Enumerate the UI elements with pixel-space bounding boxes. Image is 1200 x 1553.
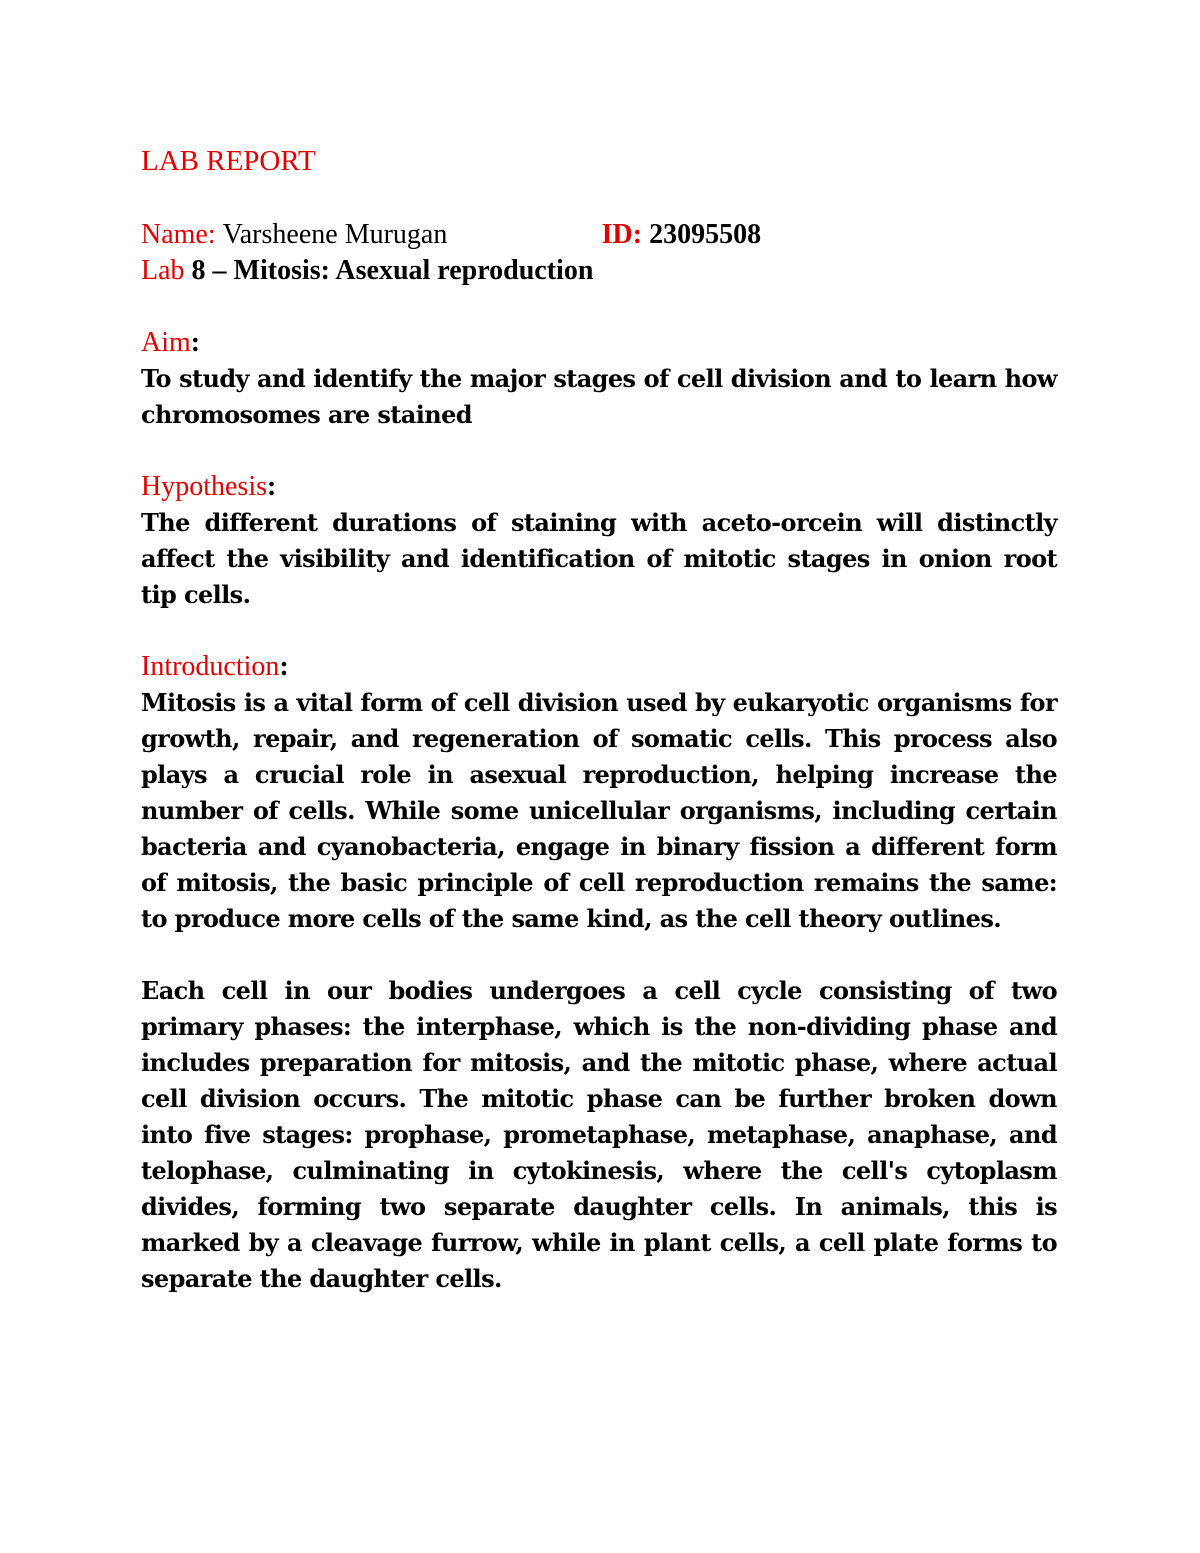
hypothesis-heading-text: Hypothesis — [141, 471, 267, 502]
name-id-line — [141, 217, 1057, 253]
id-label: ID: — [601, 219, 643, 250]
spacer — [141, 433, 1057, 469]
name-value: Varsheene Murugan — [222, 219, 448, 250]
lab-line — [141, 253, 1057, 289]
aim-heading-colon: : — [190, 327, 201, 358]
document-page — [141, 139, 1057, 1297]
spacer — [141, 613, 1057, 649]
aim-body: To study and identify the major stages of cell division and to learn how chromosomes are stained — [141, 364, 1057, 429]
id-value: 23095508 — [649, 219, 762, 250]
spacer — [141, 289, 1057, 325]
introduction-paragraph-2: Each cell in our bodies undergoes a cell cycle consisting of two primary phases: the interphase, which is the non-dividing phase and includes preparation for mitosis, and the mitotic phase, where actual cell division occurs. The mitotic phase can be further broken down into five stages: prophase, prometaphase, metaphase, anaphase, and telophase, culminating in cytokinesis, where the cell's cytoplasm divides, forming two separate daughter cells. In animals, this is marked by a cleavage furrow, while in plant cells, a cell plate forms to separate the daughter cells. — [141, 976, 1057, 1293]
aim-heading — [141, 325, 1057, 361]
introduction-paragraph-1: Mitosis is a vital form of cell division used by eukaryotic organisms for growth, repair, and regeneration of somatic cells. This process also plays a crucial role in asexual reproduction, helping increase the number of cells. While some unicellular organisms, including certain bacteria and cyanobacteria, engage in binary fission a different form of mitosis, the basic principle of cell reproduction remains the same: to produce more cells of the same kind, as the cell theory outlines. — [141, 688, 1057, 933]
report-title: LAB REPORT — [141, 145, 316, 177]
introduction-heading-text: Introduction — [141, 651, 280, 682]
introduction-heading-colon: : — [279, 651, 289, 682]
hypothesis-body: The different durations of staining with aceto-orcein will distinctly affect the visibility and identification of mitotic stages in onion root tip cells. — [141, 508, 1057, 609]
lab-label: Lab — [141, 255, 185, 286]
hypothesis-heading — [141, 469, 1057, 505]
introduction-heading — [141, 649, 1057, 685]
name-label: Name: — [141, 219, 216, 250]
hypothesis-heading-colon: : — [267, 471, 277, 502]
spacer — [141, 183, 1057, 217]
aim-heading-text: Aim — [141, 327, 191, 358]
lab-title: 8 – Mitosis: Asexual reproduction — [191, 255, 594, 286]
spacer — [141, 937, 1057, 973]
